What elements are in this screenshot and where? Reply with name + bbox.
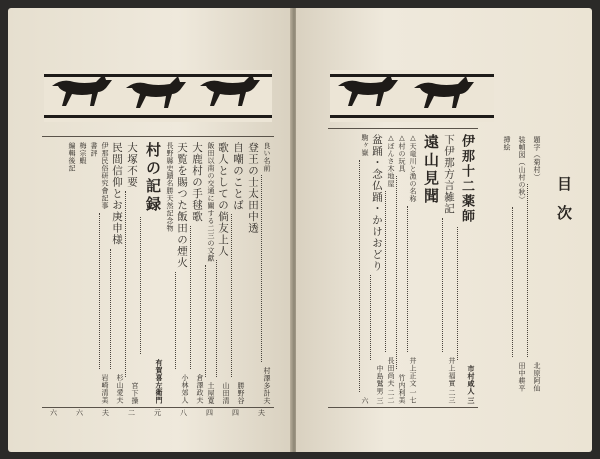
toc-leader-dots bbox=[231, 214, 246, 377]
toc-entry bbox=[527, 136, 542, 392]
toc-leader-dots bbox=[527, 184, 542, 357]
toc-entry-title: 天覧を賜つた飯田の煙火 bbox=[176, 142, 188, 269]
toc-leader-dots bbox=[216, 260, 231, 377]
toc-entry-page: 六 bbox=[361, 396, 369, 404]
toc-entry bbox=[457, 134, 476, 404]
toc-entry-author: 宮下操 bbox=[131, 381, 139, 404]
toc-leader-dots bbox=[110, 249, 125, 370]
toc-leader-dots bbox=[359, 160, 370, 392]
toc-entry bbox=[66, 142, 77, 404]
toc-entry-title: 編輯後記 bbox=[68, 142, 76, 172]
toc-entry-title: 民間信仰とお庚申様 bbox=[111, 142, 123, 246]
toc-entry-title: 大鹿村の手毬歌 bbox=[191, 142, 203, 223]
toc-entry bbox=[396, 134, 407, 404]
toc-entry-title: 大塚不要 bbox=[126, 142, 138, 188]
toc-leader-dots bbox=[457, 227, 476, 360]
toc-entry bbox=[385, 134, 396, 404]
toc-entry-author: 市村咸人 bbox=[467, 364, 476, 395]
right-toc-columns bbox=[330, 134, 476, 404]
toc-leader-dots bbox=[140, 217, 164, 354]
toc-entry bbox=[370, 134, 385, 404]
toc-leader-dots bbox=[190, 226, 205, 370]
page-number-mark: 六 bbox=[50, 409, 57, 417]
toc-entry bbox=[140, 142, 164, 404]
toc-entry-author: 岩崎清美 bbox=[101, 374, 109, 404]
toc-entry-title: 装幀図（山村の秋） bbox=[518, 136, 526, 204]
toc-entry-title: △ぼんさ木地屋 bbox=[387, 134, 395, 188]
toc-entry-author: 北原阿仙 bbox=[533, 362, 541, 392]
toc-entry-author: 勝野谷 bbox=[237, 381, 245, 404]
toc-entry-title: 挿絵 bbox=[503, 136, 511, 151]
toc-entry bbox=[175, 142, 190, 404]
toc-entry-author: 竹内利美 bbox=[398, 374, 406, 404]
page-number-mark: 八 bbox=[180, 409, 187, 417]
toc-entry bbox=[261, 142, 272, 404]
toc-entry bbox=[359, 134, 370, 404]
donkey-woodcut-left bbox=[44, 70, 272, 122]
toc-entry bbox=[125, 142, 140, 404]
toc-entry-title: 自嘲のことば bbox=[232, 142, 244, 211]
toc-entry bbox=[99, 142, 110, 404]
toc-entry-title: 飯田以南の交通に關する二三の文獻 bbox=[207, 142, 215, 262]
page-number-mark: 四 bbox=[232, 409, 239, 417]
toc-leader-dots bbox=[407, 206, 418, 353]
toc-entry-author: 小林郊人 bbox=[181, 374, 189, 404]
toc-leader-dots bbox=[205, 265, 216, 377]
right-page bbox=[296, 8, 592, 452]
left-toc-columns bbox=[44, 142, 272, 404]
toc-entry-title: 書評 bbox=[90, 142, 98, 157]
toc-entry-title: 下伊那方言雑記 bbox=[443, 134, 455, 215]
toc-entry-title: △天竜川と漁の名称 bbox=[409, 134, 417, 203]
toc-entry-page: 三 bbox=[376, 396, 384, 404]
toc-entry bbox=[231, 142, 246, 404]
toc-leader-dots bbox=[385, 191, 396, 353]
toc-entry-title: 盆踊・念仏踊・かけおどり bbox=[371, 134, 383, 272]
toc-entry bbox=[246, 142, 261, 404]
toc-entry-page: 二三 bbox=[448, 389, 456, 404]
left-page bbox=[8, 8, 292, 452]
toc-leader-dots bbox=[370, 275, 385, 360]
toc-entry bbox=[88, 142, 99, 404]
toc-heading: 目次 bbox=[555, 176, 573, 234]
toc-leader-dots bbox=[125, 191, 140, 377]
toc-entry bbox=[442, 134, 457, 404]
toc-entry-author: 有賀喜左衛門 bbox=[155, 359, 164, 404]
toc-entry-author: 杉山愛夫 bbox=[116, 374, 124, 404]
toc-entry-author: 倉澤政夫 bbox=[196, 374, 204, 404]
toc-entry bbox=[77, 142, 88, 404]
toc-leader-dots bbox=[99, 213, 110, 370]
toc-entry bbox=[190, 142, 205, 404]
page-number-mark: 二 bbox=[128, 409, 135, 417]
toc-entry-title: 駒ヶ嶽 bbox=[361, 134, 369, 157]
toc-entry-title: 村の記録 bbox=[144, 142, 162, 214]
toc-entry-author: 井上福實 bbox=[448, 357, 456, 387]
toc-entry-author: 山田清 bbox=[222, 381, 230, 404]
toc-entry-title: 歌人としての倘友上人 bbox=[217, 142, 229, 257]
toc-entry bbox=[418, 134, 442, 404]
toc-entry-author: 井上正文 bbox=[409, 357, 417, 387]
toc-entry-page: 一七 bbox=[409, 389, 417, 404]
toc-entry-title: △村の玩具 bbox=[398, 134, 406, 173]
toc-entry-title: 伊那民俗研究會記事 bbox=[101, 142, 109, 210]
toc-entry-page: 二二 bbox=[387, 389, 395, 404]
toc-entry-author: 土屋寛 bbox=[207, 381, 215, 404]
toc-entry-page: 三 bbox=[467, 396, 476, 404]
toc-entry-title: 良い名前 bbox=[263, 142, 271, 172]
toc-leader-dots bbox=[261, 175, 272, 362]
toc-entry-title: 登王の士太田中透 bbox=[247, 142, 259, 234]
page-number-mark: 元 bbox=[154, 409, 161, 417]
right-front-matter bbox=[488, 136, 542, 392]
toc-entry bbox=[512, 136, 527, 392]
toc-entry-author: 田中耕平 bbox=[518, 362, 526, 392]
toc-entry-author: 長田尚夫 bbox=[387, 357, 395, 387]
toc-entry-title: 題字（菊村） bbox=[533, 136, 541, 181]
page-number-mark: 夫 bbox=[258, 409, 265, 417]
toc-leader-dots bbox=[442, 218, 457, 353]
toc-entry bbox=[205, 142, 216, 404]
donkey-woodcut-right bbox=[330, 70, 494, 122]
toc-entry-author: 中島鷲男 bbox=[376, 364, 384, 395]
toc-entry-author: 村澤多計夫 bbox=[263, 366, 271, 404]
toc-leader-dots bbox=[512, 207, 527, 358]
toc-leader-dots bbox=[175, 272, 190, 370]
page-number-mark: 四 bbox=[206, 409, 213, 417]
toc-entry-title: 長野縣史蹟名勝天然記念物 bbox=[166, 142, 174, 232]
toc-entry bbox=[407, 134, 418, 404]
toc-entry-title: 遠山見聞 bbox=[422, 134, 440, 206]
page-number-mark: 六 bbox=[76, 409, 83, 417]
toc-entry bbox=[164, 142, 175, 404]
toc-entry bbox=[110, 142, 125, 404]
toc-entry-title: 伊那十二薬師 bbox=[459, 134, 474, 224]
toc-entry bbox=[497, 136, 512, 392]
page-number-mark: 夫 bbox=[102, 409, 109, 417]
toc-entry-title: 梅宗蝦 bbox=[79, 142, 87, 165]
toc-leader-dots bbox=[396, 176, 407, 370]
toc-entry bbox=[216, 142, 231, 404]
